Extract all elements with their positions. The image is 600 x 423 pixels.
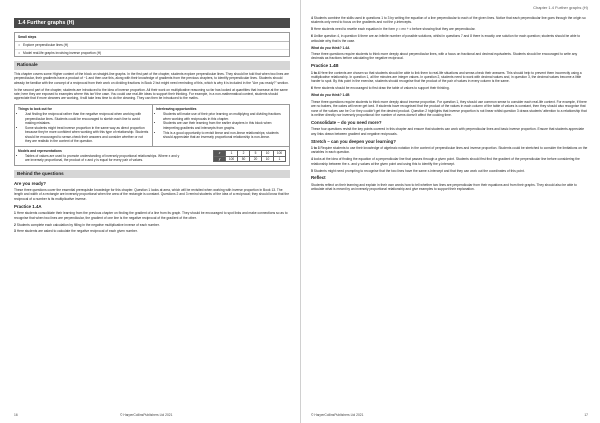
small-step-item: • Explore perpendicular lines (H)	[15, 42, 289, 50]
practice-item	[311, 71, 588, 84]
item-number: 4	[311, 157, 313, 162]
practice-b-heading: Practice 1.4B	[311, 63, 339, 69]
practice-item	[14, 223, 290, 227]
think-paragraph: These three questions require students to think more deeply about perpendicular lines, with a focus on fractional and decimal equivalents. Students should be encouraged to write any decimals as fractions before calculating the negative reciprocal.	[311, 51, 578, 61]
consolidate-paragraph: These four questions revisit the key points covered in this chapter and ensure that students can work with perpendicular lines and basic inverse proportion. Ensure that students appreciate any links drawn between gradient and negative reciprocals.	[311, 127, 585, 136]
small-step-item: • Model real-life graphs involving inverse proportion (H)	[15, 50, 289, 57]
item-number: 1 to 4	[311, 70, 320, 75]
y-cell: 1	[274, 156, 286, 162]
item-text: Here students are asked to calculate the negative reciprocal of each given number.	[16, 229, 138, 234]
rationale-paragraph: This chapter covers some Higher content of the block on straight-line graphs. In the first part of the chapter, students explore perpendicular lines. They should be told that when two lines are perpendicular, their gradients have a product of −1 and then use this, along with their knowledge of gradients from the previous chapters, to identify perpendicular lines. Students should already be familiar with the concept of a reciprocal from their work on dividing fractions in Book 2 but might need reminding of this, which is why it is included in the "Are you ready?" section.	[14, 71, 290, 85]
running-head: Chapter 1.4 Further graphs (H)	[533, 5, 588, 10]
y-cell: 20	[250, 156, 262, 162]
x-cell: 2	[238, 150, 250, 156]
right-page	[300, 0, 600, 423]
x-cell: 5	[250, 150, 262, 156]
page-number-right: 17	[584, 412, 588, 417]
interleaving-item: • Students will make use of their prior learning on multiplying and dividing fractions when working with reciprocals in this chapter.	[163, 112, 286, 121]
models-item: • Tables of values are used to promote understanding of inversely proportional relationships. Where x and y are inversely proportional, the product of x and y is equal for every pair of values.	[25, 154, 183, 163]
y-label: y	[214, 156, 226, 162]
interleaving-item: • Students are use their learning from the earlier chapters in this block when interpreting gradients and intercepts from graphs.	[163, 121, 286, 130]
item-number: 5	[311, 27, 313, 32]
x-cell: 100	[274, 150, 286, 156]
rationale-heading: Rationale	[14, 61, 290, 69]
x-label: x	[214, 150, 226, 156]
item-text: Students combine the skills used in questions 1 to 3 by writing the equation of a line perpendicular to each of the given lines. Notice that each perpendicular line goes through the origin so students only need to focus on the gradients and not the y-intercepts.	[311, 16, 586, 25]
practice-item	[14, 211, 290, 220]
page-number-left: 16	[14, 412, 18, 417]
item-number: 5	[311, 168, 313, 173]
consolidate-heading: Consolidate – do you need more?	[311, 119, 382, 125]
look-out-column	[15, 105, 152, 146]
item-text: Here the contexts are chosen so that students should be able to link them to real-life situations and sense-check their answers. This should help to prevent them incorrectly using a multiplicative relationship. In question 1, all the minutes are integer values. In question 2, students need to work with decimal values and, in question 3, the decimal values become a little harder to spot. By this point in the exercise, students should recognise that the product of the pair of values in every column is the same.	[311, 70, 582, 84]
stretch-item	[311, 146, 588, 155]
think-paragraph: These three questions require students to think more deeply about inverse proportion. For question 1, they should use common sense to consider each real-life context. For example, if there are no bakers, the cakes will never get iced. If students have recognised that the product of the values in each column of the table of values is constant, then they should also recognise that none of the values can be 0 or they couldn't get the desired product. Question 2 highlights that inverse proportion is not linear whilst question 3 draws students' attention to a relationship that is neither directly nor inversely proportional: the number of ovens doesn't affect the cooking time.	[311, 99, 587, 117]
item-text: Unlike question 4, in question 6 there are an infinite number of possible solutions, whilst in questions 7 and 8 there is exactly one solution for each question; students should be able to articulate why that is the case.	[311, 34, 581, 43]
y-cell: 100	[226, 156, 238, 162]
ready-paragraph: These three questions cover the essential prerequisite knowledge for this chapter. Question 1 looks at area, which will be revisited when working with inverse proportion in Book 13. The length and width of a rectangle are inversely proportional when the area of the rectangle is constant. Questions 2 and 3 remind students of the idea of a reciprocal; they should know that the reciprocal of a number is its multiplicative inverse.	[14, 188, 290, 201]
practice-item	[311, 86, 588, 90]
item-text: Students might need prompting to recognise that the two lines have the same x-intercept and that they can work out the coordinates of this point.	[313, 168, 525, 173]
look-out-item: • Just finding the reciprocal rather than the negative reciprocal when working with perpendicular lines. Students could be encouraged to sketch each line to avoid making mistakes.	[25, 112, 149, 125]
item-number: 1 to 3	[311, 145, 320, 150]
small-steps-box	[14, 32, 290, 57]
item-number: 6	[311, 86, 313, 91]
copyright-right: © HarperCollinsPublishers Ltd 2021	[311, 412, 364, 417]
x-cell: 1	[226, 150, 238, 156]
y-cell: 50	[238, 156, 250, 162]
ready-heading: Are you ready?	[14, 180, 46, 186]
think-heading: What do you think? 1.4A	[311, 45, 350, 50]
item-number: 4	[311, 16, 313, 20]
stretch-item	[311, 169, 588, 173]
look-out-heading: Things to look out for	[18, 106, 52, 111]
models-box	[14, 147, 290, 166]
lookout-interleaving-box	[14, 104, 290, 147]
item-number: 2	[14, 222, 16, 227]
item-number: 6	[311, 34, 313, 39]
practice-item	[311, 16, 588, 25]
behind-questions-heading: Behind the questions	[14, 170, 290, 178]
reflect-heading: Reflect	[311, 175, 326, 181]
look-out-item: • Some students might treat inverse proportion in the same way as direct proportion because they're more confident when working with this type of relationship. Students should be encouraged to sense-check their answers and consider whether or not they are realistic in the context of the question.	[25, 126, 149, 144]
xy-table	[213, 150, 286, 163]
item-text: Students complete each calculation by filling in the negative multiplicative inverse of each number.	[16, 222, 160, 227]
copyright-left: © HarperCollinsPublishers Ltd 2021	[120, 412, 173, 417]
item-number: 1	[14, 211, 16, 216]
y-cell: 10	[262, 156, 274, 162]
think-heading: What do you think? 1.4B	[311, 93, 350, 98]
small-steps-heading: Small steps	[15, 33, 289, 41]
chapter-title: 1.4 Further graphs (H)	[14, 18, 290, 28]
practice-item	[14, 229, 290, 233]
practice-item	[311, 27, 588, 31]
stretch-item	[311, 157, 588, 166]
item-number: 3	[14, 229, 16, 234]
x-cell: 10	[262, 150, 274, 156]
practice-item	[311, 34, 588, 43]
item-text: Here students should be encouraged to first draw the table of values to support their thinking.	[313, 86, 450, 91]
item-text: Require students to use their knowledge of algebraic notation in the context of perpendicular lines and inverse proportion. Students could be stretched to consider the limitations on the variables in each question.	[311, 145, 588, 155]
item-text: looks at the idea of finding the equation of a perpendicular line that passes through a given point. Students should first find the gradient of the perpendicular line before considering the relationship between the x- and y-values at the given point and using this to identify the y-intercept.	[311, 157, 580, 166]
item-text: Here students consolidate their learning from the previous chapter on finding the gradient of a line from its graph. They should be encouraged to spot links and make connections so as to recognise that when two lines are perpendicular, the gradient of one line is the negative reciprocal of the gradient of the other.	[14, 211, 288, 220]
interleaving-column	[152, 105, 289, 146]
item-text: Here students need to rewrite each equation in the form y = mx + c before showing that they are perpendicular.	[313, 27, 476, 32]
interleaving-heading: Interleaving opportunities	[156, 106, 197, 111]
stretch-heading: Stretch – can you deepen your learning?	[311, 138, 396, 144]
reflect-paragraph: Students reflect on their learning and explain in their own words how to tell whether two lines are perpendicular from their equations and from their graphs. They should also be able to articulate what is meant by an inversely proportional relationship and give examples to support their explanation.	[311, 182, 577, 192]
rationale-paragraph: In the second part of the chapter, students are introduced to the idea of inverse proportion. All their work on multiplicative reasoning so far has looked at quantities that increase at the same rate; here they are exposed to examples where this isn't the case. You could use real-life ideas to support their thinking. For example, in a non-mathematical context, students should appreciate that if more cleaners are working, it will take less time to do the cleaning. They can then be introduced to the maths.	[14, 87, 288, 101]
interleaving-item: • This is a good opportunity to revisit linear and non-linear relationships; students should appreciate that an inversely proportional relationship is non-linear.	[163, 131, 286, 140]
practice-heading: Practice 1.4A	[14, 203, 42, 209]
models-heading: Models and representations	[18, 148, 62, 153]
